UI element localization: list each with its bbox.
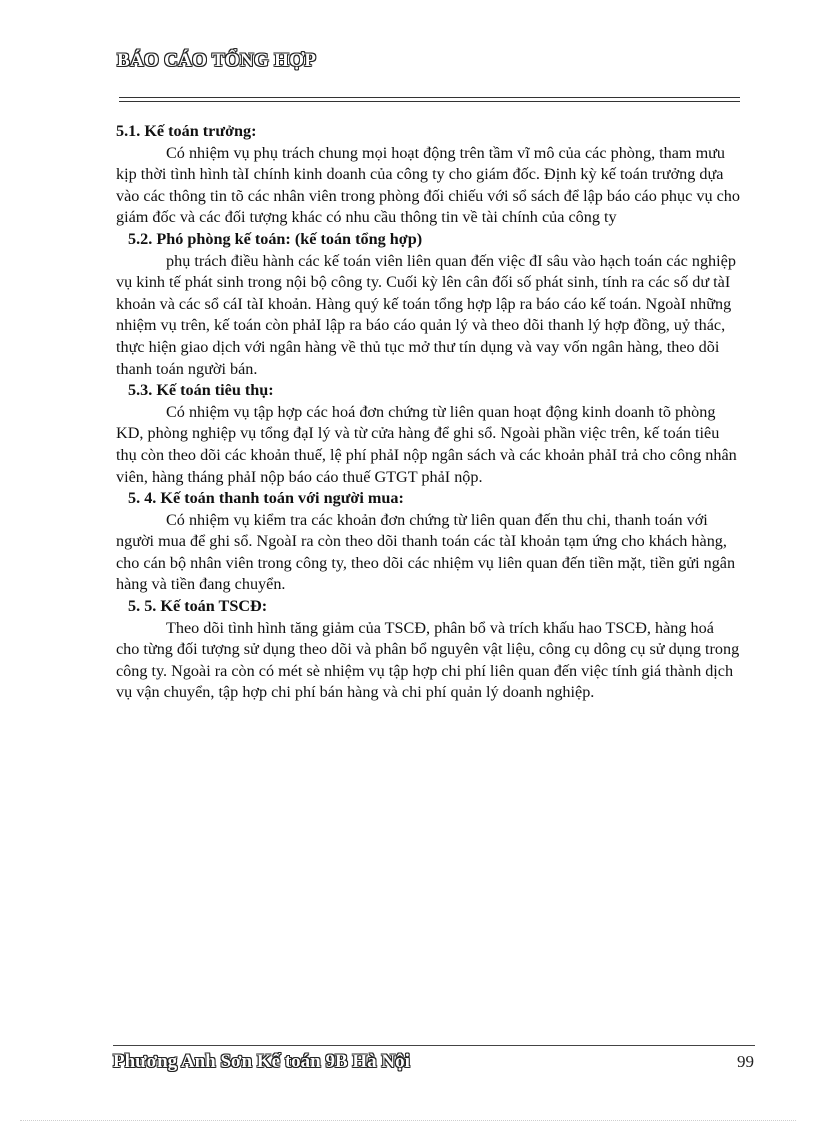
- header-divider-bottom: [119, 101, 740, 102]
- section-paragraph: Có nhiệm vụ kiểm tra các khoản đơn chứng từ liên quan đến thu chi, thanh toán với người mua để ghi sổ. NgoàI ra còn theo dõi thanh toán các tàI khoản tạm ứng cho khách hàng, cho cán bộ nhân viên trong công ty, theo dõi các nhiệm vụ liên quan đến tiền mặt, tiền gửi ngân hàng và tiền đang chuyển.: [116, 510, 736, 594]
- page-number: 99: [737, 1052, 754, 1071]
- section-heading: 5.1. Kế toán trưởng:: [116, 122, 257, 140]
- section-heading: 5.3. Kế toán tiêu thụ:: [128, 381, 274, 400]
- page-header-title: BÁO CÁO TỔNG HỢP: [117, 50, 317, 71]
- section-paragraph: Có nhiệm vụ phụ trách chung mọi hoạt động trên tầm vĩ mô của các phòng, tham mưu kịp thời tình hình tàI chính kinh doanh của công ty cho giám đốc. Định kỳ kế toán trưởng dựa vào các thông tin tõ các nhân viên trong phòng đối chiếu với sổ sách để lập báo cáo phục vụ cho giám đốc và các đối tượng khác có nhu cầu thông tin về tài chính của công ty: [116, 143, 740, 227]
- page-edge-divider: [20, 1120, 796, 1121]
- section-heading: 5.2. Phó phòng kế toán: (kế toán tổng hợp): [128, 229, 423, 248]
- footer-author: Phương Anh Sơn Kế toán 9B Hà Nội: [113, 1051, 410, 1072]
- section-heading: 5. 5. Kế toán TSCĐ:: [128, 597, 268, 616]
- document-body: [116, 121, 740, 704]
- section-paragraph: Theo dõi tình hình tăng giảm của TSCĐ, phân bổ và trích khấu hao TSCĐ, hàng hoá cho từng đối tượng sử dụng theo dõi và phân bổ nguyên vật liệu, công cụ dông cụ sử dụng trong công ty. Ngoài ra còn có mét sè nhiệm vụ tập hợp chi phí liên quan đến việc tính giá thành dịch vụ vận chuyển, tập hợp chi phí bán hàng và chi phí quản lý doanh nghiệp.: [116, 618, 740, 702]
- section-paragraph: phụ trách điều hành các kế toán viên liên quan đến việc đI sâu vào hạch toán các nghiệp vụ kinh tế phát sinh trong nội bộ công ty. Cuối kỳ lên cân đối số phát sinh, tính ra các số dư tàI khoản và các sổ cáI tàI khoản. Hàng quý kế toán tổng hợp lập ra báo cáo kế toán. NgoàI những nhiệm vụ trên, kế toán còn phảI lập ra báo cáo quản lý và theo dõi thanh lý hợp đồng, uỷ thác, thực hiện giao dịch với ngân hàng về thủ tục mở thư tín dụng và vay vốn ngân hàng, theo dõi thanh toán người bán.: [116, 251, 736, 378]
- footer-divider: [113, 1045, 755, 1046]
- section-heading: 5. 4. Kế toán thanh toán với người mua:: [128, 489, 404, 508]
- header-divider-top: [119, 97, 740, 98]
- section-paragraph: Có nhiệm vụ tập hợp các hoá đơn chứng từ liên quan hoạt động kinh doanh tõ phòng KD, phòng nghiệp vụ tổng đạI lý và từ cửa hàng để ghi sổ. Ngoài phần việc trên, kế toán tiêu thụ còn theo dõi các khoản thuế, lệ phí phảI nộp ngân sách và các khoản phảI trả cho công nhân viên, hàng tháng phảI nộp báo cáo thuế GTGT phảI nộp.: [116, 402, 737, 486]
